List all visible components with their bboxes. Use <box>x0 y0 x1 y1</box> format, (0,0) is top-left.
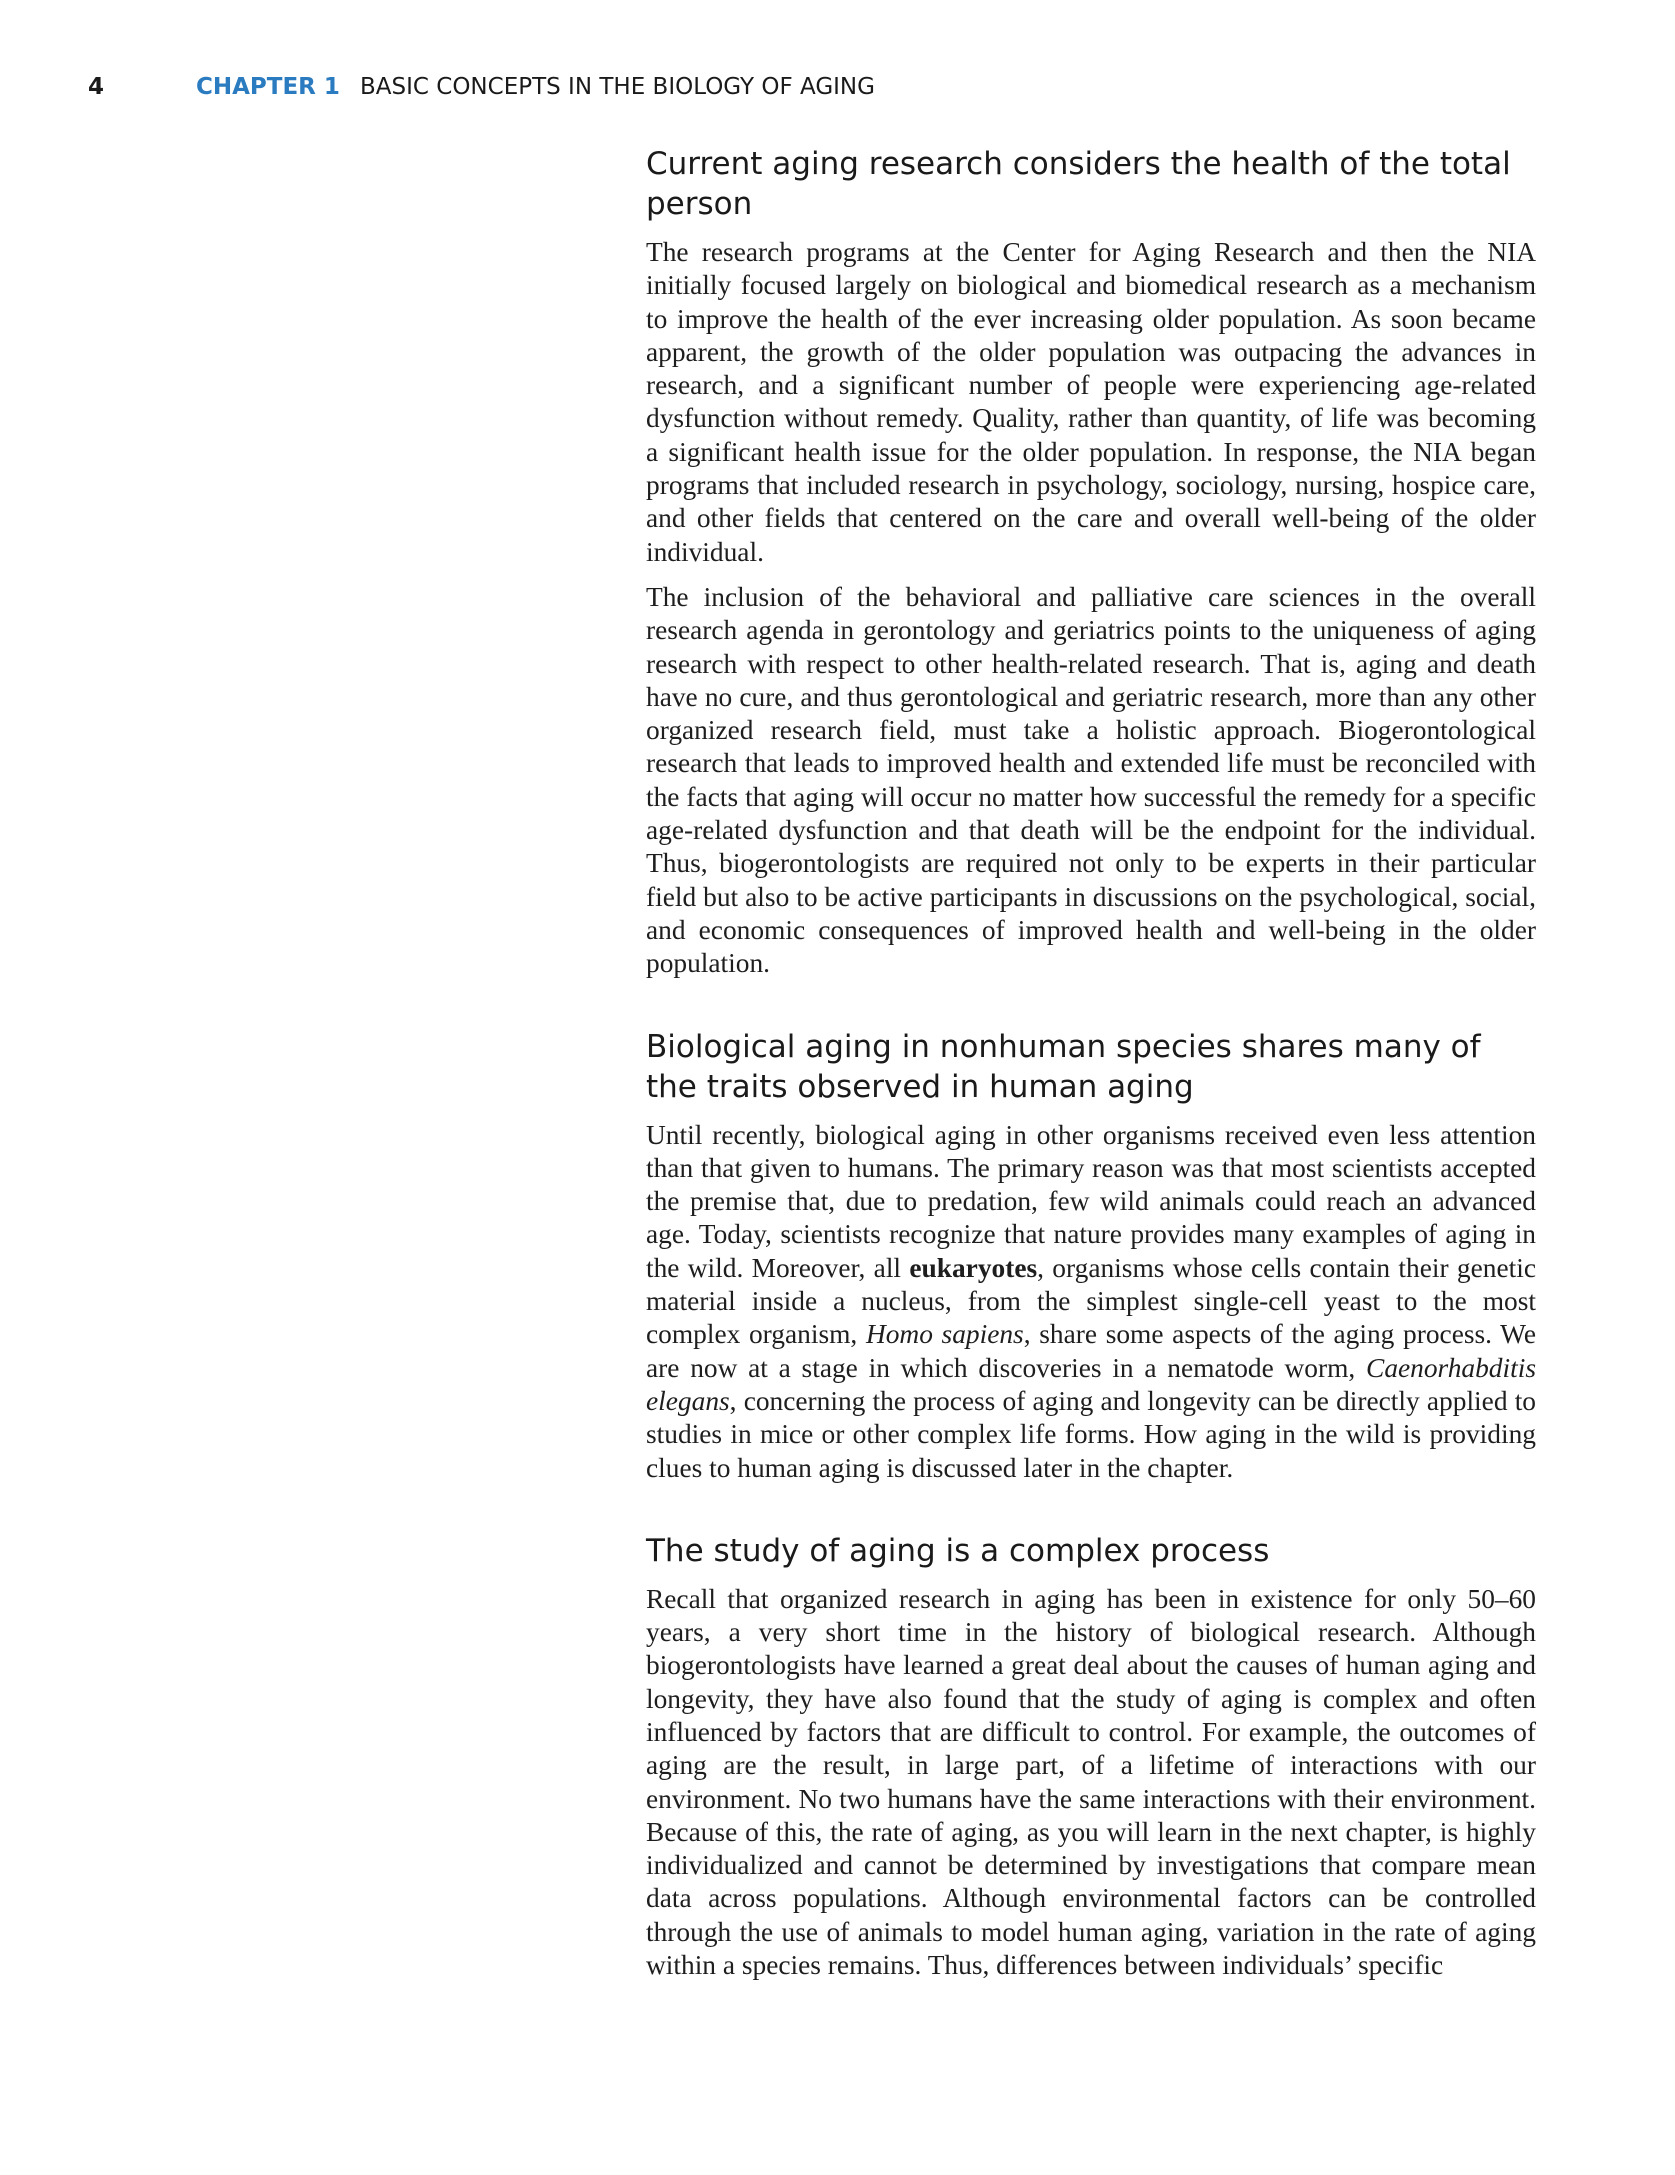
body-paragraph: The inclusion of the behavioral and palliative care sciences in the overall research agenda in gerontology and geriatrics points to the uniqueness of aging research with respect to other health-related research. That is, aging and death have no cure, and thus gerontological and geriatric research, more than any other organized research field, must take a holistic approach. Biogerontological research that leads to improved health and extended life must be reconciled with the facts that aging will occur no matter how successful the remedy for a specific age-related dysfunction and that death will be the endpoint for the individual. Thus, biogerontologists are required not only to be experts in their particular field but also to be active participants in discussions on the psychological, social, and economic consequences of improved health and well-being in the older population. <box>646 581 1536 979</box>
section-heading: Current aging research considers the health of the total person <box>646 146 1511 222</box>
text-run: , share some aspects of the aging process. We are now at a stage in which discoveries in a nematode worm, <box>646 1319 1537 1383</box>
section-nonhuman-species <box>646 1027 1536 1485</box>
species-name: Homo sapiens <box>865 1319 1024 1350</box>
body-paragraph: Recall that organized research in aging has been in existence for only 50–60 years, a very short time in the history of biological research. Although biogerontologists have learned a great deal about the causes of human aging and longevity, they have also found that the study of aging is complex and often influenced by factors that are difficult to control. For example, the outcomes of aging are the result, in large part, of a lifetime of interactions with our environment. No two humans have the same interactions with their environment. Because of this, the rate of aging, as you will learn in the next chapter, is highly individualized and cannot be determined by investigations that compare mean data across populations. Although environmental factors can be controlled through the use of animals to model human aging, variation in the rate of aging within a species remains. Thus, differences between individuals’ specific <box>646 1583 1536 1981</box>
section-complex-process <box>646 1531 1536 1983</box>
key-term: eukaryotes <box>909 1252 1038 1283</box>
main-text-column <box>646 144 1536 1994</box>
body-paragraph: The research programs at the Center for Aging Research and then the NIA initially focused largely on biological and biomedical research as a mechanism to improve the health of the ever increasing older population. As soon became apparent, the growth of the older population was outpacing the advances in research, and a significant number of people were experiencing age-related dysfunction without remedy. Quality, rather than quantity, of life was becoming a significant health issue for the older population. In response, the NIA began programs that included research in psychology, sociology, nursing, hospice care, and other fields that centered on the care and overall well-being of the older individual. <box>646 237 1536 567</box>
text-run: , concerning the process of aging and longevity can be directly applied to studies in mice or other complex life forms. How aging in the wild is providing clues to human aging is discussed later in the chapter. <box>646 1385 1536 1483</box>
section-heading: Biological aging in nonhuman species shares many of the traits observed in human aging <box>646 1028 1481 1105</box>
page-number: 4 <box>88 74 105 100</box>
section-total-person <box>646 144 1536 981</box>
section-heading: The study of aging is a complex process <box>646 1532 1270 1569</box>
chapter-title: BASIC CONCEPTS IN THE BIOLOGY OF AGING <box>360 74 875 100</box>
body-paragraph <box>646 1119 1536 1485</box>
species-name: Caenorhabditis elegans <box>646 1352 1536 1416</box>
text-run: , organisms whose cells contain their genetic material inside a nucleus, from the simplest single-cell yeast to the most complex organism, <box>646 1252 1536 1350</box>
text-run: Until recently, biological aging in other organisms received even less attention than that given to humans. The primary reason was that most scientists accepted the premise that, due to predation, few wild animals could reach an advanced age. Today, scientists recognize that nature provides many examples of aging in the wild. Moreover, all <box>646 1119 1536 1283</box>
chapter-label: CHAPTER 1 <box>196 74 340 100</box>
